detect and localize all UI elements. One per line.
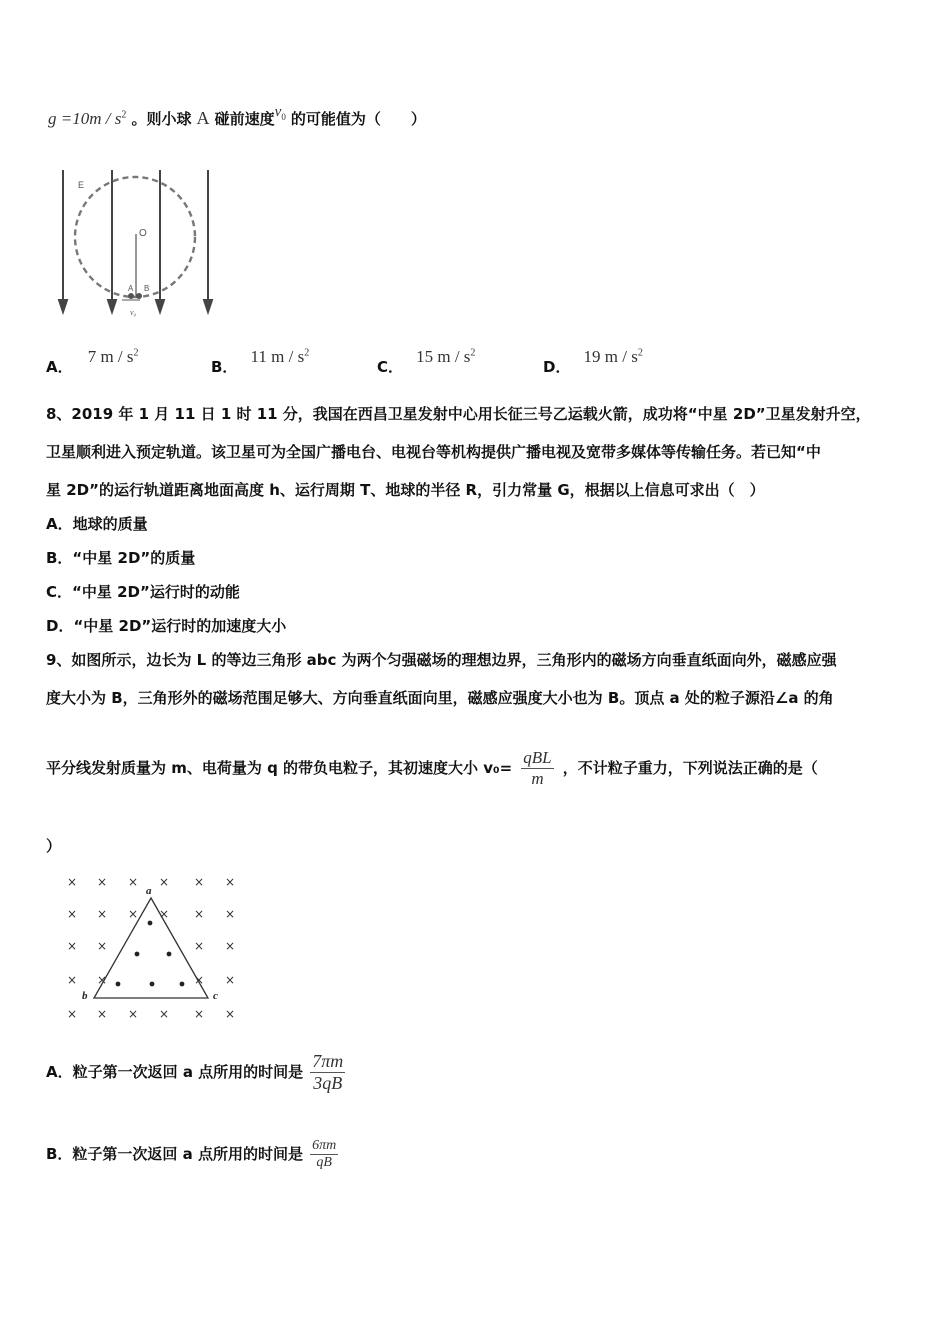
option-b-fraction bbox=[310, 1138, 338, 1171]
cross-mark: × bbox=[127, 875, 139, 889]
cross-mark: × bbox=[224, 1007, 236, 1021]
fraction-numerator: 6πm bbox=[312, 1138, 337, 1153]
cross-mark: × bbox=[158, 875, 170, 889]
field-dot bbox=[180, 982, 185, 987]
q8-line-2: 卫星顺利进入预定轨道。该卫星可为全国广播电台、电视台等机构提供广播电视及宽带多媒体等传输任务。若已知“中 bbox=[46, 443, 821, 461]
field-arrow bbox=[204, 300, 212, 312]
option-a-fraction bbox=[310, 1051, 345, 1094]
cross-mark: × bbox=[66, 1007, 78, 1021]
ball-b bbox=[136, 293, 142, 299]
cross-mark: × bbox=[158, 907, 170, 921]
cross-mark: × bbox=[66, 973, 78, 987]
figure-triangle-field bbox=[60, 872, 250, 1027]
option-exponent: 2 bbox=[133, 347, 139, 359]
cross-mark: × bbox=[96, 907, 108, 921]
cross-mark: × bbox=[193, 875, 205, 889]
cross-mark: × bbox=[224, 907, 236, 921]
cross-mark: × bbox=[224, 973, 236, 987]
fraction-numerator: qBL bbox=[523, 748, 552, 767]
field-dot bbox=[167, 952, 172, 957]
cross-mark: × bbox=[127, 1007, 139, 1021]
q8-line-3: 星 2D”的运行轨道距离地面高度 h、运行周期 T、地球的半径 R，引力常量 G，根据以上信息可求出（ ） bbox=[46, 481, 765, 499]
q8-option-a[interactable]: A．地球的质量 bbox=[46, 515, 148, 533]
option-value: 19 m / s bbox=[583, 347, 638, 366]
top-line bbox=[48, 104, 426, 129]
vertex-label-c: c bbox=[213, 990, 218, 1002]
fraction-denominator: m bbox=[531, 769, 544, 788]
label-e: E bbox=[78, 180, 85, 190]
fraction-denominator: 3qB bbox=[313, 1073, 343, 1093]
cross-mark: × bbox=[96, 875, 108, 889]
cross-mark: × bbox=[193, 907, 205, 921]
q9-line-2: 度大小为 B，三角形外的磁场范围足够大、方向垂直纸面向里，磁感应强度大小也为 B。顶点 a 处的粒子源沿∠a 的角 bbox=[46, 689, 834, 707]
q7-option-b[interactable] bbox=[211, 347, 309, 377]
v0-subscript: 0 bbox=[281, 112, 286, 122]
field-dot bbox=[116, 982, 121, 987]
q9-option-b[interactable] bbox=[46, 1138, 338, 1171]
q8-option-b[interactable]: B．“中星 2D”的质量 bbox=[46, 549, 196, 567]
q9-line-3-start: 平分线发射质量为 m、电荷量为 q 的带负电粒子，其初速度大小 v₀= bbox=[46, 759, 513, 777]
cross-mark: × bbox=[224, 939, 236, 953]
cross-mark: × bbox=[193, 939, 205, 953]
cross-mark: × bbox=[193, 1007, 205, 1021]
option-exponent: 2 bbox=[637, 347, 643, 359]
option-value: 11 m / s bbox=[250, 347, 305, 366]
q9-line-3-end: ，不计粒子重力，下列说法正确的是（ bbox=[562, 759, 818, 777]
q7-option-a[interactable] bbox=[46, 347, 139, 377]
label-o: O bbox=[139, 228, 147, 239]
option-letter: A． bbox=[46, 358, 73, 376]
field-dot bbox=[148, 921, 153, 926]
q9-line-1: 9、如图所示，边长为 L 的等边三角形 abc 为两个匀强磁场的理想边界，三角形内的磁场方向垂直纸面向外，磁感应强 bbox=[46, 651, 837, 669]
cross-mark: × bbox=[66, 907, 78, 921]
cross-mark: × bbox=[96, 1007, 108, 1021]
q9-option-a[interactable] bbox=[46, 1051, 345, 1094]
fraction-numerator: 7πm bbox=[312, 1051, 344, 1071]
option-letter: C． bbox=[377, 358, 404, 376]
top-text-2: 碰前速度 bbox=[214, 110, 275, 128]
ball-a bbox=[128, 293, 134, 299]
v0-symbol: v bbox=[274, 104, 282, 120]
q8-line-1: 8、2019 年 1 月 11 日 1 时 11 分，我国在西昌卫星发射中心用长征三号乙运载火箭，成功将“中星 2D”卫星发射升空， bbox=[46, 405, 871, 423]
q9-line-3 bbox=[46, 748, 818, 789]
top-text-3: 的可能值为（ ） bbox=[290, 110, 426, 128]
label-v0: v₀ bbox=[130, 308, 137, 317]
field-dot bbox=[150, 982, 155, 987]
option-letter: B． bbox=[211, 358, 238, 376]
cross-mark: × bbox=[193, 973, 205, 987]
initial-velocity-fraction bbox=[521, 748, 553, 789]
option-letter: D． bbox=[543, 358, 571, 376]
cross-mark: × bbox=[224, 875, 236, 889]
cross-mark: × bbox=[66, 875, 78, 889]
fraction-denominator: qB bbox=[316, 1155, 332, 1170]
option-value: 15 m / s bbox=[416, 347, 471, 366]
g-expression: g =10m / s bbox=[48, 109, 122, 128]
field-arrow bbox=[59, 300, 67, 312]
option-value: 7 m / s bbox=[87, 347, 134, 366]
figure-circle-field bbox=[50, 162, 225, 322]
cross-mark: × bbox=[96, 973, 108, 987]
cross-mark: × bbox=[66, 939, 78, 953]
ball-label: A bbox=[196, 108, 210, 128]
option-a-text: A．粒子第一次返回 a 点所用的时间是 bbox=[46, 1063, 304, 1081]
vertex-label-b: b bbox=[82, 990, 88, 1002]
cross-mark: × bbox=[96, 939, 108, 953]
option-exponent: 2 bbox=[304, 347, 310, 359]
q8-option-c[interactable]: C．“中星 2D”运行时的动能 bbox=[46, 583, 240, 601]
q7-option-d[interactable] bbox=[543, 347, 643, 377]
vertex-label-a: a bbox=[146, 885, 152, 897]
option-b-text: B．粒子第一次返回 a 点所用的时间是 bbox=[46, 1145, 304, 1163]
dashed-circle bbox=[75, 177, 195, 297]
cross-mark: × bbox=[127, 907, 139, 921]
label-b: B bbox=[144, 284, 150, 293]
label-a: A bbox=[128, 284, 134, 293]
option-exponent: 2 bbox=[470, 347, 476, 359]
field-dot bbox=[135, 952, 140, 957]
q7-option-c[interactable] bbox=[377, 347, 475, 377]
g-exponent: 2 bbox=[121, 109, 127, 121]
field-arrow bbox=[156, 300, 164, 312]
cross-mark: × bbox=[158, 1007, 170, 1021]
top-text-1: 。则小球 bbox=[131, 110, 192, 128]
q8-option-d[interactable]: D．“中星 2D”运行时的加速度大小 bbox=[46, 617, 287, 635]
field-arrow bbox=[108, 300, 116, 312]
q9-line-4: ） bbox=[46, 837, 62, 855]
